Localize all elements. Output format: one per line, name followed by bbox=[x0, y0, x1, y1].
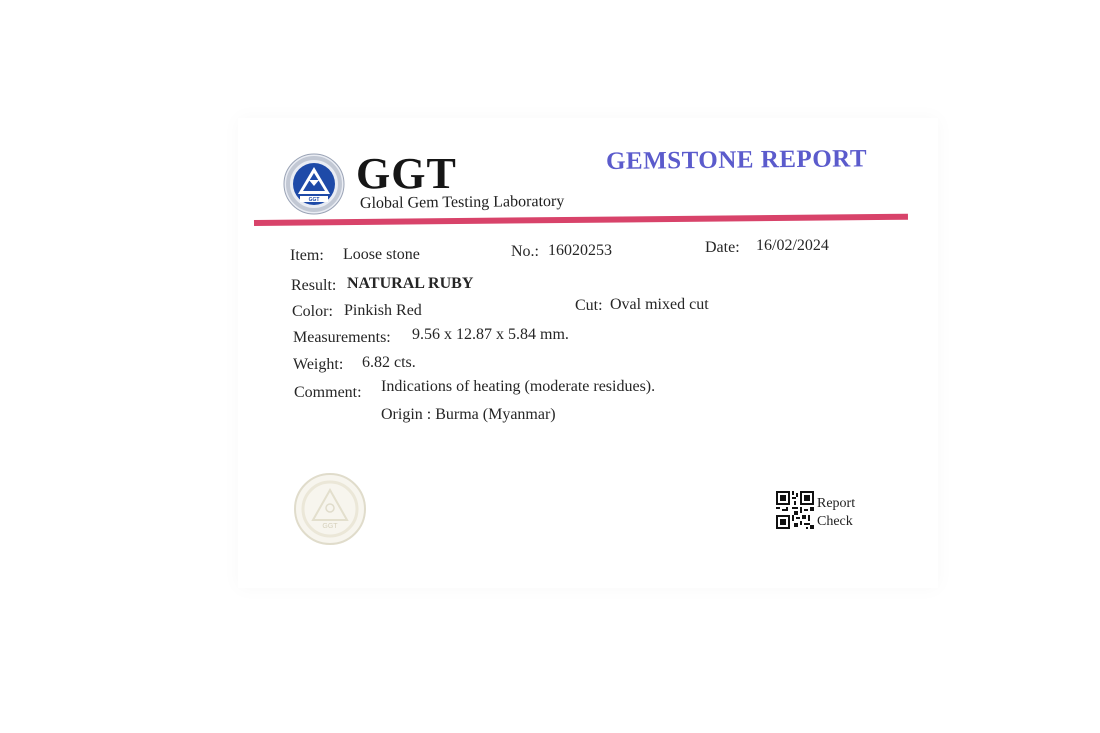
measurements-label: Measurements: bbox=[293, 329, 391, 346]
color-value: Pinkish Red bbox=[344, 302, 422, 319]
ggt-logo-icon bbox=[283, 153, 345, 215]
qr-label-report: Report bbox=[817, 496, 856, 511]
cut-label: Cut: bbox=[575, 297, 603, 314]
embossed-seal-icon bbox=[289, 472, 371, 546]
svg-text:GGT: GGT bbox=[322, 523, 338, 530]
qr-label-check: Check bbox=[817, 514, 853, 529]
cut-value: Oval mixed cut bbox=[610, 296, 709, 313]
report-title: GEMSTONE REPORT bbox=[605, 145, 868, 175]
item-label: Item: bbox=[290, 247, 324, 264]
measurements-value: 9.56 x 12.87 x 5.84 mm. bbox=[412, 326, 569, 343]
lab-name: Global Gem Testing Laboratory bbox=[359, 192, 565, 212]
qr-code-icon[interactable] bbox=[776, 491, 814, 529]
color-label: Color: bbox=[292, 303, 333, 320]
weight-label: Weight: bbox=[293, 356, 344, 373]
date-value: 16/02/2024 bbox=[756, 237, 829, 254]
svg-text:GGT: GGT bbox=[308, 197, 320, 203]
item-value: Loose stone bbox=[343, 246, 420, 263]
result-value: NATURAL RUBY bbox=[347, 275, 474, 292]
date-label: Date: bbox=[705, 239, 740, 256]
result-label: Result: bbox=[291, 277, 337, 294]
weight-value: 6.82 cts. bbox=[362, 354, 416, 371]
brand-name: GGT bbox=[356, 149, 457, 198]
report-number-label: No.: bbox=[511, 243, 539, 260]
comment-label: Comment: bbox=[294, 384, 362, 401]
comment-line-1: Indications of heating (moderate residues). bbox=[381, 378, 656, 395]
report-number-value: 16020253 bbox=[548, 242, 612, 259]
comment-line-2: Origin : Burma (Myanmar) bbox=[381, 406, 556, 423]
